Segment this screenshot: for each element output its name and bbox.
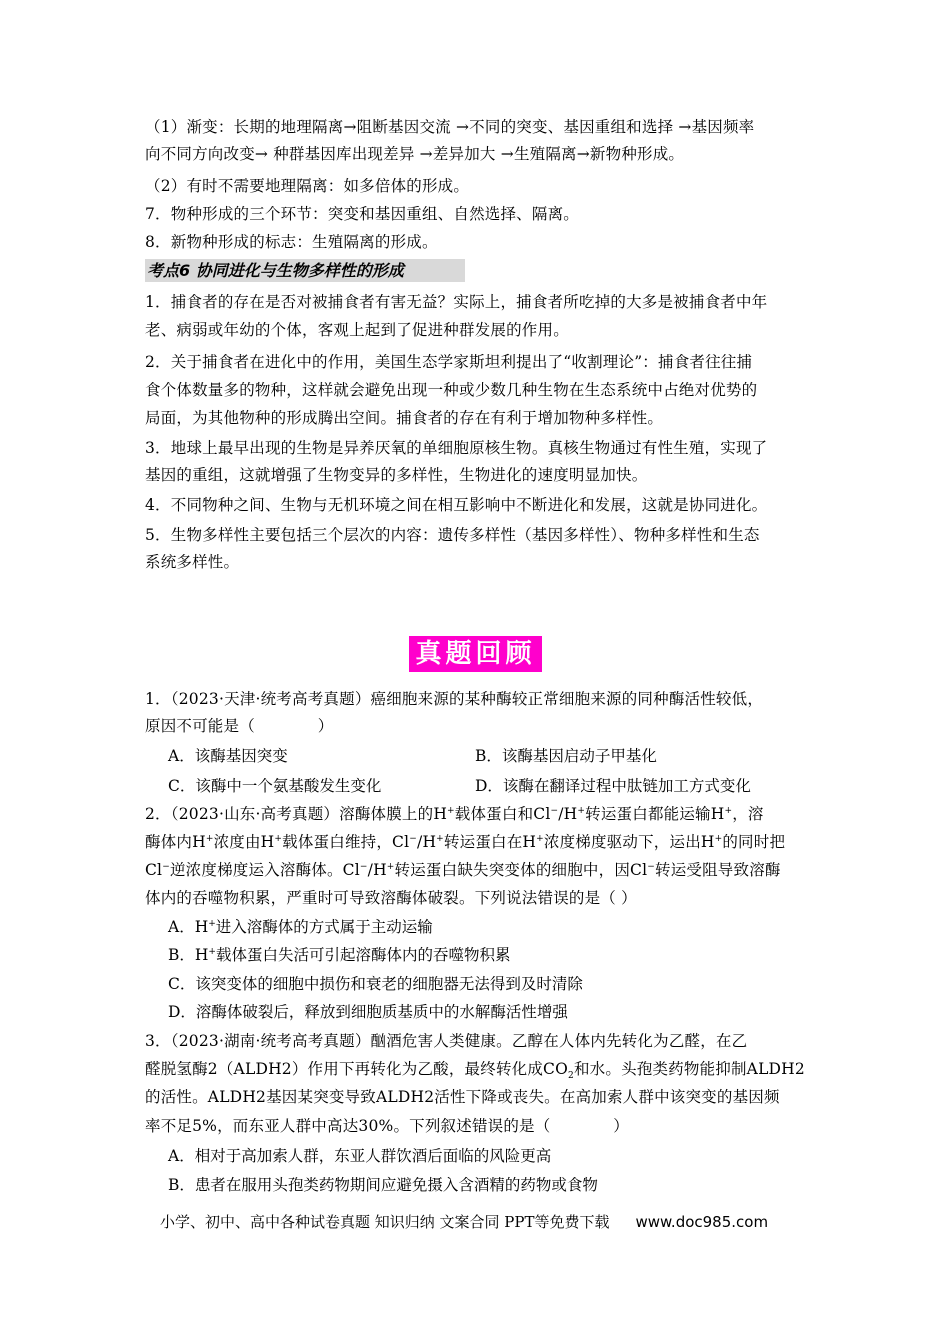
text-run: /H	[417, 833, 437, 851]
text-line: 8．新物种形成的标志：生殖隔离的形成。	[145, 233, 438, 251]
superscript: +	[386, 861, 395, 872]
text-run: 逆浓度梯度运入溶酶体。Cl	[169, 861, 360, 879]
text-run: 浓度由H	[213, 833, 275, 851]
superscript: −	[359, 861, 368, 872]
text-run: A．H	[168, 918, 209, 936]
superscript: +	[205, 833, 214, 844]
text-run: 2．（2023·山东·高考真题）溶酶体膜上的H	[145, 805, 448, 823]
text-run: /H	[367, 861, 387, 879]
text-line: 7．物种形成的三个环节：突变和基因重组、自然选择、隔离。	[145, 205, 579, 223]
text-run: 载体蛋白维持，Cl	[282, 833, 410, 851]
superscript: +	[714, 833, 723, 844]
question-3-option-b: B．患者在服用头孢类药物期间应避免摄入含酒精的药物或食物	[168, 1176, 598, 1194]
text-run: 的同时把	[722, 833, 786, 851]
question-2-stem	[145, 829, 810, 856]
text-run: 载体蛋白和Cl	[454, 805, 551, 823]
text-run: 转运蛋白在H	[443, 833, 537, 851]
text-run: /H	[558, 805, 578, 823]
section-banner: 真题回顾	[409, 636, 542, 672]
text-run: 醛脱氢酶2（ALDH2）作用下再转化为乙酸，最终转化成CO	[145, 1060, 569, 1078]
text-line: 2．关于捕食者在进化中的作用，美国生态学家斯坦利提出了“收割理论”：捕食者往往捕	[145, 353, 753, 371]
subscript: 2	[568, 1071, 574, 1082]
question-3-stem: 率不足5%，而东亚人群中高达30%。下列叙述错误的是（ ）	[145, 1117, 629, 1135]
text-run: 和水。头孢类药物能抑制ALDH2	[573, 1060, 805, 1078]
superscript: −	[647, 861, 655, 872]
question-1-stem: 原因不可能是（ ）	[145, 717, 334, 735]
text-run: ，溶	[732, 805, 764, 823]
text-line: 3．地球上最早出现的生物是异养厌氧的单细胞原核生物。真核生物通过有性生殖，实现了	[145, 439, 768, 457]
text-line: 食个体数量多的物种，这样就会避免出现一种或少数几种生物在生态系统中占绝对优势的	[145, 381, 758, 399]
question-2-option-a	[168, 914, 433, 941]
question-3-stem	[145, 1056, 810, 1083]
text-run: 转运受阻导致溶酶	[655, 861, 781, 879]
superscript: −	[409, 833, 418, 844]
text-run: 转运蛋白缺失突变体的细胞中，因Cl	[394, 861, 648, 879]
superscript: +	[208, 918, 216, 929]
text-run: 浓度梯度驱动下，运出H	[543, 833, 715, 851]
superscript: +	[274, 833, 283, 844]
footer-link[interactable]: www.doc985.com	[635, 1213, 769, 1231]
text-line: 5．生物多样性主要包括三个层次的内容：遗传多样性（基因多样性）、物种多样性和生态	[145, 526, 760, 544]
question-3-stem: 的活性。ALDH2基因某突变导致ALDH2活性下降或丧失。在高加索人群中该突变的基因频	[145, 1088, 780, 1106]
text-line: 局面，为其他物种的形成腾出空间。捕食者的存在有利于增加物种多样性。	[145, 409, 664, 427]
superscript: +	[536, 833, 544, 844]
text-line: 系统多样性。	[145, 553, 240, 571]
question-1-option-d: D．该酶在翻译过程中肽链加工方式变化	[475, 777, 751, 795]
question-1-option-b: B．该酶基因启动子甲基化	[475, 747, 657, 765]
text-line: 向不同方向改变→ 种群基因库出现差异 →差异加大 →生殖隔离→新物种形成。	[145, 145, 685, 163]
text-run: 进入溶酶体的方式属于主动运输	[215, 918, 433, 936]
page-footer	[160, 1211, 768, 1233]
footer-text: 小学、初中、高中各种试卷真题 知识归纳 文案合同 PPT等免费下载	[160, 1213, 610, 1231]
question-2-option-c: C．该突变体的细胞中损伤和衰老的细胞器无法得到及时清除	[168, 975, 583, 993]
superscript: +	[436, 833, 444, 844]
section-heading: 考点6 协同进化与生物多样性的形成	[145, 259, 465, 282]
superscript: +	[208, 946, 216, 957]
question-1-stem: 1．（2023·天津·统考高考真题）癌细胞来源的某种酶较正常细胞来源的同种酶活性较低，	[145, 690, 764, 708]
text-line: （2）有时不需要地理隔离：如多倍体的形成。	[145, 177, 470, 195]
superscript: −	[162, 861, 170, 872]
text-run: B．H	[168, 946, 209, 964]
superscript: +	[577, 805, 586, 816]
text-line: 4．不同物种之间、生物与无机环境之间在相互影响中不断进化和发展，这就是协同进化。	[145, 496, 768, 514]
question-2-option-b	[168, 942, 510, 969]
question-3-stem: 3．（2023·湖南·统考高考真题）酗酒危害人类健康。乙醇在人体内先转化为乙醛，在乙	[145, 1032, 748, 1050]
text-line: 老、病弱或年幼的个体，客观上起到了促进种群发展的作用。	[145, 321, 569, 339]
text-run: 载体蛋白失活可引起溶酶体内的吞噬物积累	[215, 946, 511, 964]
question-2-stem	[145, 801, 810, 828]
question-2-stem	[145, 857, 810, 884]
question-2-stem: 体内的吞噬物积累，严重时可导致溶酶体破裂。下列说法错误的是（ ）	[145, 889, 637, 907]
question-1-option-a: A．该酶基因突变	[168, 747, 288, 765]
text-run: 酶体内H	[145, 833, 206, 851]
question-3-option-a: A．相对于高加索人群，东亚人群饮酒后面临的风险更高	[168, 1147, 552, 1165]
superscript: +	[724, 805, 733, 816]
superscript: +	[447, 805, 455, 816]
text-run: Cl	[145, 861, 163, 879]
question-1-option-c: C．该酶中一个氨基酸发生变化	[168, 777, 382, 795]
text-line: （1）渐变：长期的地理隔离→阻断基因交流 →不同的突变、基因重组和选择 →基因频率	[145, 118, 755, 136]
text-line: 基因的重组，这就增强了生物变异的多样性，生物进化的速度明显加快。	[145, 466, 648, 484]
text-line: 1．捕食者的存在是否对被捕食者有害无益？实际上，捕食者所吃掉的大多是被捕食者中年	[145, 293, 768, 311]
superscript: −	[550, 805, 559, 816]
question-2-option-d: D．溶酶体破裂后，释放到细胞质基质中的水解酶活性增强	[168, 1003, 568, 1021]
text-run: 转运蛋白都能运输H	[585, 805, 725, 823]
